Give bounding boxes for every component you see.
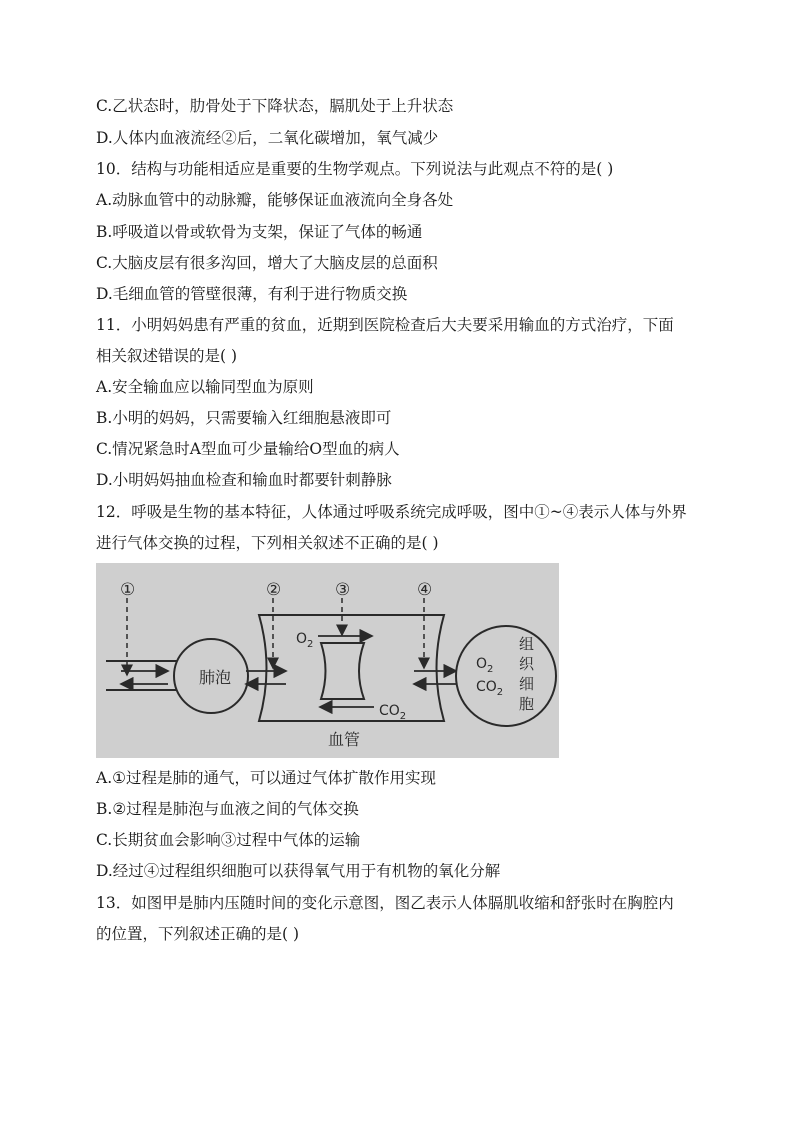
tissue-label-1: 组 [519, 635, 535, 653]
marker-1: ① [120, 580, 136, 600]
option-b-q10: B.呼吸道以骨或软骨为支架，保证了气体的畅通 [96, 223, 423, 241]
marker-4: ④ [417, 580, 433, 600]
option-d-q9: D.人体内血液流经②后，二氧化碳增加，氧气减少 [96, 129, 439, 147]
o2-label-vessel: $O_2$ [296, 631, 314, 650]
option-b-q11: B.小明的妈妈，只需要输入红细胞悬液即可 [96, 409, 392, 427]
option-d-q10: D.毛细血管的管壁很薄，有利于进行物质交换 [96, 285, 408, 303]
question-13: 13．如图甲是肺内压随时间的变化示意图，图乙表示人体膈肌收缩和舒张时在胸腔内 [96, 894, 674, 912]
co2-label-vessel: $CO_2$ [379, 703, 407, 722]
option-c-q9: C.乙状态时，肋骨处于下降状态，膈肌处于上升状态 [96, 97, 454, 115]
marker-2: ② [266, 580, 282, 600]
tissue-label-2: 织 [519, 655, 535, 673]
question-13-cont: 的位置，下列叙述正确的是( ) [96, 925, 300, 943]
tissue-label-4: 胞 [519, 695, 535, 713]
o2-label-tissue: $O_2$ [476, 656, 494, 675]
option-c-q12: C.长期贫血会影响③过程中气体的运输 [96, 831, 361, 849]
question-11-cont: 相关叙述错误的是( ) [96, 347, 238, 365]
marker-3: ③ [335, 580, 351, 600]
question-10: 10．结构与功能相适应是重要的生物学观点。下列说法与此观点不符的是( ) [96, 160, 614, 178]
red-blood-cell-icon [321, 643, 364, 699]
question-12: 12．呼吸是生物的基本特征，人体通过呼吸系统完成呼吸，图中①~④表示人体与外界 [96, 503, 687, 521]
option-a-q10: A.动脉血管中的动脉瓣，能够保证血液流向全身各处 [96, 191, 454, 209]
blood-vessel-outline [259, 615, 444, 721]
option-c-q10: C.大脑皮层有很多沟回，增大了大脑皮层的总面积 [96, 254, 438, 272]
gas-exchange-figure [96, 563, 559, 758]
question-12-cont: 进行气体交换的过程，下列相关叙述不正确的是( ) [96, 534, 439, 552]
bronchus-tube [106, 661, 180, 690]
option-d-q12: D.经过④过程组织细胞可以获得氧气用于有机物的氧化分解 [96, 862, 501, 880]
option-a-q11: A.安全输血应以输同型血为原则 [96, 378, 314, 396]
co2-label-tissue: $CO_2$ [476, 679, 504, 698]
option-c-q11: C.情况紧急时A型血可少量输给O型血的病人 [96, 440, 400, 458]
vessel-label: 血管 [328, 730, 361, 749]
option-a-q12: A.①过程是肺的通气，可以通过气体扩散作用实现 [96, 769, 437, 787]
tissue-label-3: 细 [519, 675, 535, 693]
option-b-q12: B.②过程是肺泡与血液之间的气体交换 [96, 800, 359, 818]
question-11: 11．小明妈妈患有严重的贫血，近期到医院检查后大夫要采用输血的方式治疗，下面 [96, 316, 674, 334]
option-d-q11: D.小明妈妈抽血检查和输血时都要针刺静脉 [96, 471, 392, 489]
tissue-cell-icon [456, 626, 556, 726]
alveolus-label: 肺泡 [199, 668, 232, 687]
